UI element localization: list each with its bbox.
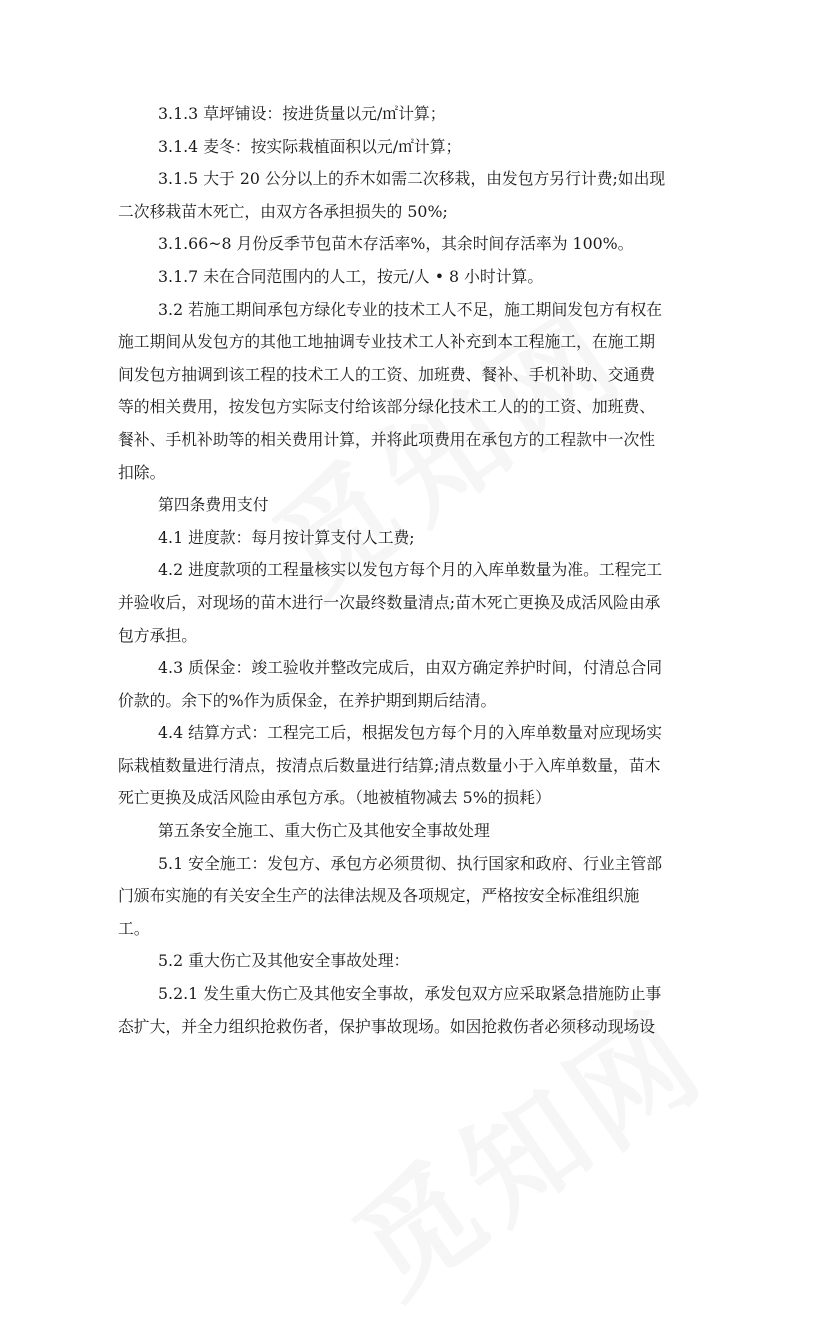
text-line: 5.1 安全施工：发包方、承包方必须贯彻、执行国家和政府、行业主管部	[158, 853, 663, 873]
text-line: 门颁布实施的有关安全生产的法律法规及各项规定，严格按安全标准组织施	[118, 886, 640, 906]
text-line: 3.1.3 草坪铺设：按进货量以元/㎡计算；	[158, 104, 446, 123]
text-line: 态扩大，并全力组织抢救伤者，保护事故现场。如因抢救伤者必须移动现场设	[118, 1016, 656, 1036]
text-line: 际栽植数量进行清点，按清点后数量进行结算;清点数量小于入库单数量，苗木	[118, 755, 661, 775]
paragraph	[118, 261, 718, 294]
text-line: 第四条费用支付	[158, 495, 269, 515]
text-line: 4.1 进度款：每月按计算支付人工费;	[158, 527, 415, 547]
text-line: 包方承担。	[118, 625, 197, 645]
text-line: 3.1.66~8 月份反季节包苗木存活率%，其余时间存活率为 100%。	[158, 234, 634, 254]
text-line: 4.2 进度款项的工程量核实以发包方每个月的入库单数量为准。工程完工	[158, 560, 663, 580]
text-line: 4.3 质保金：竣工验收并整改完成后，由双方确定养护时间，付清总合同	[158, 658, 663, 678]
paragraph	[118, 489, 718, 522]
text-line: 并验收后，对现场的苗木进行一次最终数量清点;苗木死亡更换及成活风险由承	[118, 592, 661, 612]
paragraph	[118, 98, 718, 131]
paragraph	[118, 815, 718, 848]
text-line: 价款的。余下的%作为质保金，在养护期到期后结清。	[118, 690, 497, 710]
text-line: 5.2.1 发生重大伤亡及其他安全事故，承发包双方应采取紧急措施防止事	[158, 984, 662, 1004]
text-line: 4.4 结算方式：工程完工后，根据发包方每个月的入库单数量对应现场实	[158, 723, 663, 743]
paragraph	[118, 522, 718, 555]
text-line: 二次移栽苗木死亡，由双方各承担损失的 50%;	[118, 201, 448, 221]
document-body	[118, 98, 718, 1043]
paragraph	[118, 945, 718, 978]
paragraph	[118, 294, 718, 490]
text-line: 工。	[118, 918, 150, 938]
paragraph	[118, 131, 718, 164]
paragraph	[118, 554, 718, 652]
paragraph	[118, 652, 718, 717]
text-line: 3.2 若施工期间承包方绿化专业的技术工人不足，施工期间发包方有权在	[158, 299, 663, 319]
text-line: 3.1.4 麦冬：按实际栽植面积以元/㎡计算；	[158, 136, 462, 156]
text-line: 5.2 重大伤亡及其他安全事故处理：	[158, 951, 410, 971]
paragraph	[118, 717, 718, 815]
text-line: 等的相关费用，按发包方实际支付给该部分绿化技术工人的的工资、加班费、	[118, 397, 656, 417]
paragraph	[118, 848, 718, 946]
text-line: 施工期间从发包方的其他工地抽调专业技术工人补充到本工程施工，在施工期	[118, 332, 656, 352]
text-line: 第五条安全施工、重大伤亡及其他安全事故处理	[158, 821, 490, 841]
paragraph	[118, 228, 718, 261]
text-line: 扣除。	[118, 462, 166, 482]
text-line: 3.1.5 大于 20 公分以上的乔木如需二次移栽，由发包方另行计费;如出现	[158, 169, 666, 189]
text-line: 餐补、手机补助等的相关费用计算，并将此项费用在承包方的工程款中一次性	[118, 429, 656, 449]
paragraph	[118, 978, 718, 1043]
text-line: 间发包方抽调到该工程的技术工人的工资、加班费、餐补、手机补助、交通费	[118, 364, 656, 384]
text-line: 死亡更换及成活风险由承包方承。（地被植物减去 5%的损耗）	[118, 788, 551, 808]
paragraph	[118, 163, 718, 228]
text-line: 3.1.7 未在合同范围内的人工，按元/人 • 8 小时计算。	[158, 266, 544, 286]
